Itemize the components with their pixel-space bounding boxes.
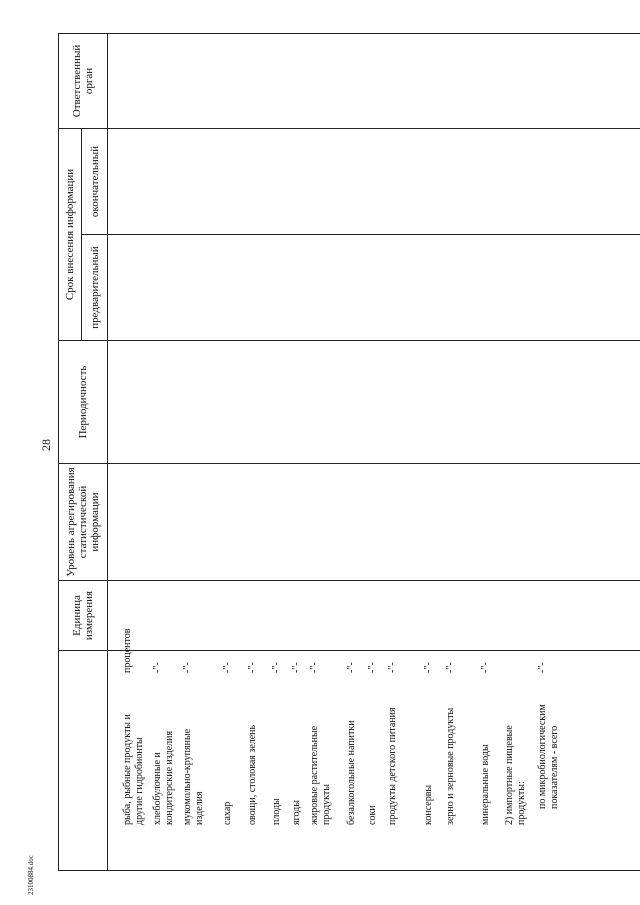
- row-name: ягоды: [291, 800, 302, 825]
- header-name-cell: [59, 651, 108, 871]
- column-line: [107, 463, 640, 464]
- row-unit: -"-: [445, 662, 456, 673]
- header-aggregation: Уровень агрегирования статистической информации: [59, 464, 108, 581]
- row-unit: -"-: [537, 662, 548, 673]
- row-name: по микробиологическим показателям - всего: [537, 704, 560, 809]
- header-preliminary: предварительный: [82, 235, 108, 341]
- row-unit: процентов: [122, 628, 133, 673]
- row-name: сахар: [222, 801, 233, 825]
- column-line: [107, 33, 640, 34]
- column-line: [107, 870, 640, 871]
- row-unit: -"-: [480, 662, 491, 673]
- row-name: мукомольно-крупяные изделия: [182, 728, 205, 825]
- row-unit: -"-: [291, 662, 302, 673]
- header-responsible: Ответственный орган: [59, 34, 108, 129]
- header-unit: Единица измерения: [59, 581, 108, 651]
- header-periodicity: Периодичность: [59, 341, 108, 464]
- header-deadline: Срок внесения информации: [59, 129, 82, 341]
- row-name: рыба, рыбные продукты и другие гидробионты: [122, 714, 145, 825]
- row-name: минеральные воды: [480, 744, 491, 825]
- row-unit: -"-: [222, 662, 233, 673]
- row-name: консервы: [423, 784, 434, 825]
- row-name: безалкогольные напитки: [346, 720, 357, 825]
- row-name: зерно и зерновые продукты: [445, 707, 456, 825]
- row-name: овощи, столовая зелень: [247, 724, 258, 825]
- row-unit: -"-: [182, 662, 193, 673]
- row-name: плоды: [271, 798, 282, 825]
- column-line: [107, 234, 640, 235]
- row-unit: -"-: [247, 662, 258, 673]
- row-unit: -"-: [271, 662, 282, 673]
- row-name: соки: [367, 805, 378, 825]
- row-unit: -"-: [367, 662, 378, 673]
- file-name: 23100884.doc: [27, 855, 35, 895]
- row-unit: -"-: [309, 662, 320, 673]
- header-final: окончательный: [82, 129, 108, 235]
- row-unit: -"-: [152, 662, 163, 673]
- row-unit: -"-: [387, 662, 398, 673]
- column-line: [107, 580, 640, 581]
- row-unit: -"-: [346, 662, 357, 673]
- column-line: [107, 128, 640, 129]
- column-line: [107, 340, 640, 341]
- row-name: хлебобулочные и кондитерские изделия: [152, 730, 175, 825]
- table-header: [58, 33, 108, 871]
- row-unit: -"-: [423, 662, 434, 673]
- row-name: продукты детского питания: [387, 707, 398, 825]
- row-name: жировые растительные продукты: [309, 725, 332, 825]
- row-name: 2) импортные пищевые продукты:: [504, 725, 527, 825]
- page-number: 28: [39, 439, 53, 451]
